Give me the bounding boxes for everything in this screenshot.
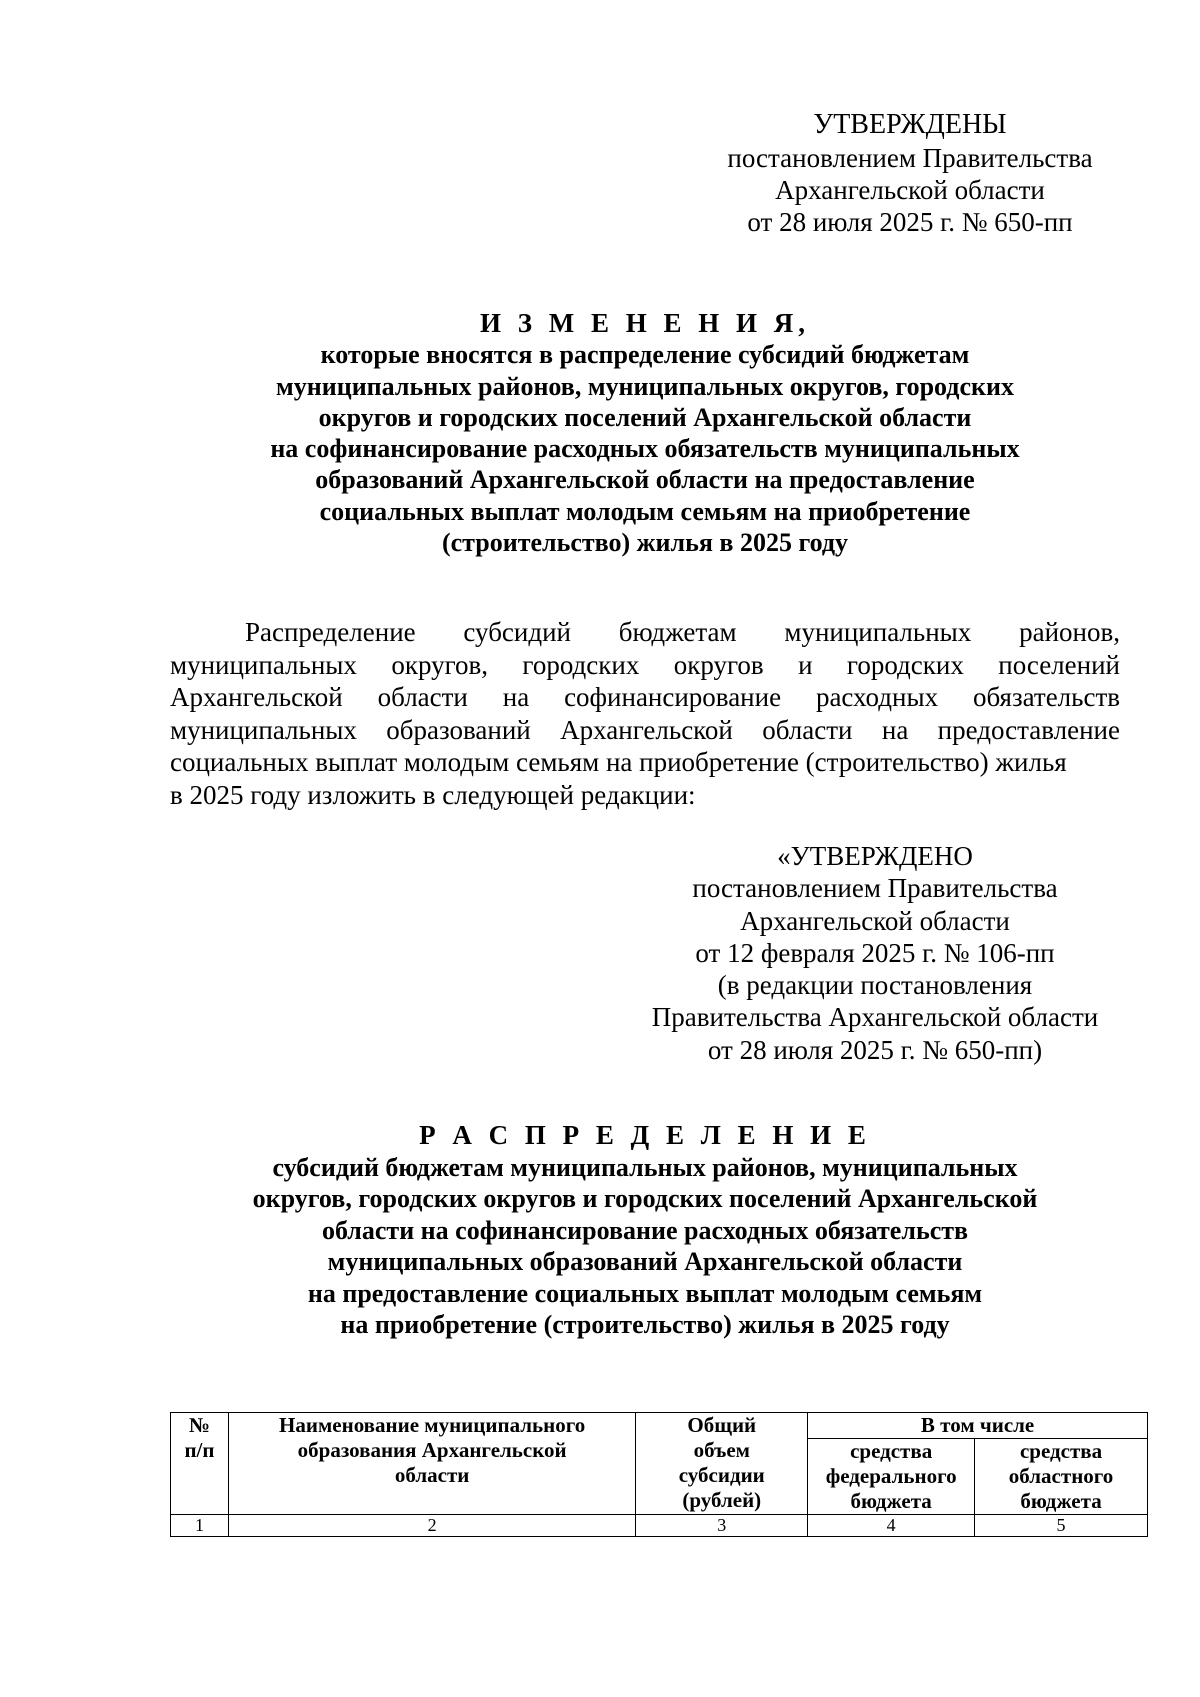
approval-stamp: [700, 108, 1120, 238]
distribution-line: области на софинансирование расходных обязательств: [321, 1215, 969, 1245]
header-total-subsidy: Общий объем субсидии (рублей): [636, 1413, 808, 1515]
header-number: № п/п: [171, 1413, 229, 1515]
approval-title: УТВЕРЖДЕНЫ: [813, 109, 1007, 140]
approval2-line: Правительства Архангельской области: [651, 1002, 1099, 1033]
column-number: 5: [975, 1515, 1148, 1537]
changes-line: образований Архангельской области на предоставление: [315, 465, 975, 495]
distribution-line: муниципальных образований Архангельской области: [327, 1247, 963, 1276]
column-number: 1: [171, 1515, 229, 1537]
changes-line: (строительство) жилья в 2025 году: [441, 528, 849, 558]
header-regional-funds: средства областного бюджета: [975, 1439, 1148, 1515]
approval-line: Архангельской области: [775, 175, 1045, 205]
header-federal-funds: средства федерального бюджета: [808, 1439, 975, 1515]
approval2-line: «УТВЕРЖДЕНО: [777, 841, 973, 871]
distribution-title: Р А С П Р Е Д Е Л Е Н И Е: [419, 1120, 871, 1150]
distribution-table: [170, 1412, 1148, 1537]
approval2-line: от 12 февраля 2025 г. № 106-пп: [695, 937, 1055, 968]
distribution-line: на предоставление социальных выплат молодым семьям: [307, 1278, 983, 1308]
changes-line: на софинансирование расходных обязательств муниципальных: [270, 434, 1020, 464]
column-number: 4: [808, 1515, 975, 1537]
distribution-line: на приобретение (строительство) жилья в 2025 году: [340, 1310, 950, 1339]
approval2-line: постановлением Правительства: [692, 873, 1058, 904]
changes-line: которые вносятся в распределение субсидий бюджетам: [320, 340, 970, 370]
body-text: Распределение субсидий бюджетам муниципальных районов, муниципальных округов, городских округов и городских поселений Архангельской области на софинансирование расходных обязательств муниципальных образований Архангельской области на предоставление социальных выплат молодым семьям на приобретение (строительство) жилья: [170, 617, 1120, 777]
changes-line: социальных выплат молодым семьям на приобретение: [319, 496, 971, 526]
approval-line: от 28 июля 2025 г. № 650-пп: [747, 207, 1073, 237]
approval-stamp-2: [630, 840, 1120, 1066]
distribution-line: субсидий бюджетам муниципальных районов, муниципальных: [272, 1152, 1018, 1182]
approval2-line: Архангельской области: [740, 905, 1010, 936]
changes-line: округов и городских поселений Архангельской области: [318, 402, 972, 432]
approval2-line: от 28 июля 2025 г. № 650-пп): [707, 1034, 1043, 1065]
approval-line: постановлением Правительства: [727, 143, 1093, 173]
header-including: В том числе: [808, 1413, 1148, 1439]
changes-title: И З М Е Н Е Н И Я,: [479, 308, 810, 338]
changes-heading: [170, 308, 1120, 558]
table-header-row: [171, 1413, 1148, 1439]
table-column-numbers-row: [171, 1515, 1148, 1537]
body-paragraph: [170, 616, 1120, 811]
changes-line: муниципальных районов, муниципальных округов, городских: [276, 371, 1014, 401]
distribution-line: округов, городских округов и городских поселений Архангельской: [252, 1184, 1038, 1213]
column-number: 2: [228, 1515, 635, 1537]
distribution-heading: [170, 1120, 1120, 1341]
approval2-line: (в редакции постановления: [717, 970, 1033, 1001]
column-number: 3: [636, 1515, 808, 1537]
header-municipality-name: Наименование муниципального образования Архангельской области: [228, 1413, 635, 1515]
body-text-last-line: в 2025 году изложить в следующей редакции:: [170, 779, 696, 810]
